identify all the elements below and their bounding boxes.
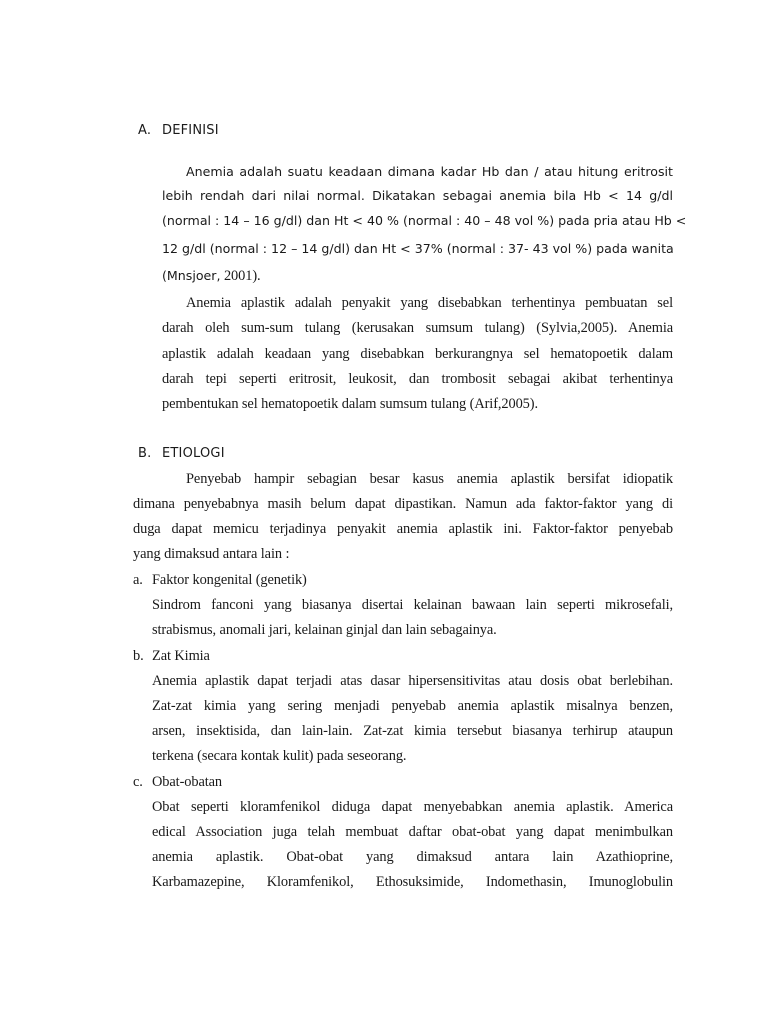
section-a-heading — [138, 123, 219, 138]
list-item-b-line-3: arsen, insektisida, dan lain-lain. Zat-zat kimia tersebut biasanya terhirup ataupun — [152, 723, 673, 739]
list-item-a-heading — [133, 572, 307, 589]
list-item-a-line-1: Sindrom fanconi yang biasanya disertai kelainan bawaan lain seperti mikrosefali, — [152, 597, 673, 613]
aplastic-line-5: pembentukan sel hematopoetik dalam sumsum tulang (Arif,2005). — [162, 396, 538, 412]
list-item-a-line-2: strabismus, anomali jari, kelainan ginjal dan lain sebagainya. — [152, 622, 497, 638]
section-a-label: A. — [138, 123, 152, 138]
section-b-label: B. — [138, 446, 152, 461]
aplastic-line-3: aplastik adalah keadaan yang disebabkan berkurangnya sel hematopoetik dalam — [162, 346, 673, 362]
list-item-c-line-1: Obat seperti kloramfenikol diduga dapat menyebabkan anemia aplastik. America — [152, 799, 673, 815]
section-b-title: ETIOLOGI — [162, 446, 225, 461]
citation-author: (Mnsjoer, — [162, 268, 221, 283]
list-item-b-label: b. — [133, 648, 144, 664]
aplastic-line-2: darah oleh sum-sum tulang (kerusakan sumsum tulang) (Sylvia,2005). Anemia — [162, 320, 673, 336]
etiology-intro-line-1: Penyebab hampir sebagian besar kasus anemia aplastik bersifat idiopatik — [186, 471, 673, 487]
list-item-c-line-3: anemia aplastik. Obat-obat yang dimaksud antara lain Azathioprine, — [152, 849, 673, 865]
list-item-c-line-2: edical Association juga telah membuat daftar obat-obat yang dapat menimbulkan — [152, 824, 673, 840]
list-item-c-label: c. — [133, 774, 143, 790]
definition-line-5 — [162, 267, 261, 285]
list-item-b-line-1: Anemia aplastik dapat terjadi atas dasar hipersensitivitas atau dosis obat berlebihan. — [152, 673, 673, 689]
etiology-intro-line-3: duga dapat memicu terjadinya penyakit anemia aplastik ini. Faktor-faktor penyebab — [133, 521, 673, 537]
definition-line-4: 12 g/dl (normal : 12 – 14 g/dl) dan Ht < 37% (normal : 37- 43 vol %) pada wanita — [162, 241, 674, 256]
definition-line-2: lebih rendah dari nilai normal. Dikatakan sebagai anemia bila Hb < 14 g/dl — [162, 188, 673, 203]
section-a-title: DEFINISI — [162, 123, 219, 138]
list-item-b-line-4: terkena (secara kontak kulit) pada seseorang. — [152, 748, 407, 764]
list-item-b-heading — [133, 648, 210, 665]
aplastic-line-4: darah tepi seperti eritrosit, leukosit, dan trombosit sebagai akibat terhentinya — [162, 371, 673, 387]
list-item-c-heading — [133, 774, 222, 791]
citation-year: 2001). — [220, 268, 261, 284]
section-b-heading — [138, 446, 225, 461]
list-item-c-title: Obat-obatan — [152, 774, 223, 790]
list-item-c-line-4: Karbamazepine, Kloramfenikol, Ethosuksimide, Indomethasin, Imunoglobulin — [152, 874, 673, 890]
definition-line-3: (normal : 14 – 16 g/dl) dan Ht < 40 % (normal : 40 – 48 vol %) pada pria atau Hb < — [162, 213, 687, 228]
aplastic-line-1: Anemia aplastik adalah penyakit yang disebabkan terhentinya pembuatan sel — [186, 295, 673, 311]
definition-line-1: Anemia adalah suatu keadaan dimana kadar Hb dan / atau hitung eritrosit — [186, 164, 673, 179]
list-item-b-line-2: Zat-zat kimia yang sering menjadi penyebab anemia aplastik misalnya benzen, — [152, 698, 673, 714]
etiology-intro-line-4: yang dimaksud antara lain : — [133, 546, 290, 562]
etiology-intro-line-2: dimana penyebabnya masih belum dapat dipastikan. Namun ada faktor-faktor yang di — [133, 496, 673, 512]
list-item-a-label: a. — [133, 572, 143, 588]
list-item-b-title: Zat Kimia — [152, 648, 210, 664]
list-item-a-title: Faktor kongenital (genetik) — [152, 572, 307, 588]
